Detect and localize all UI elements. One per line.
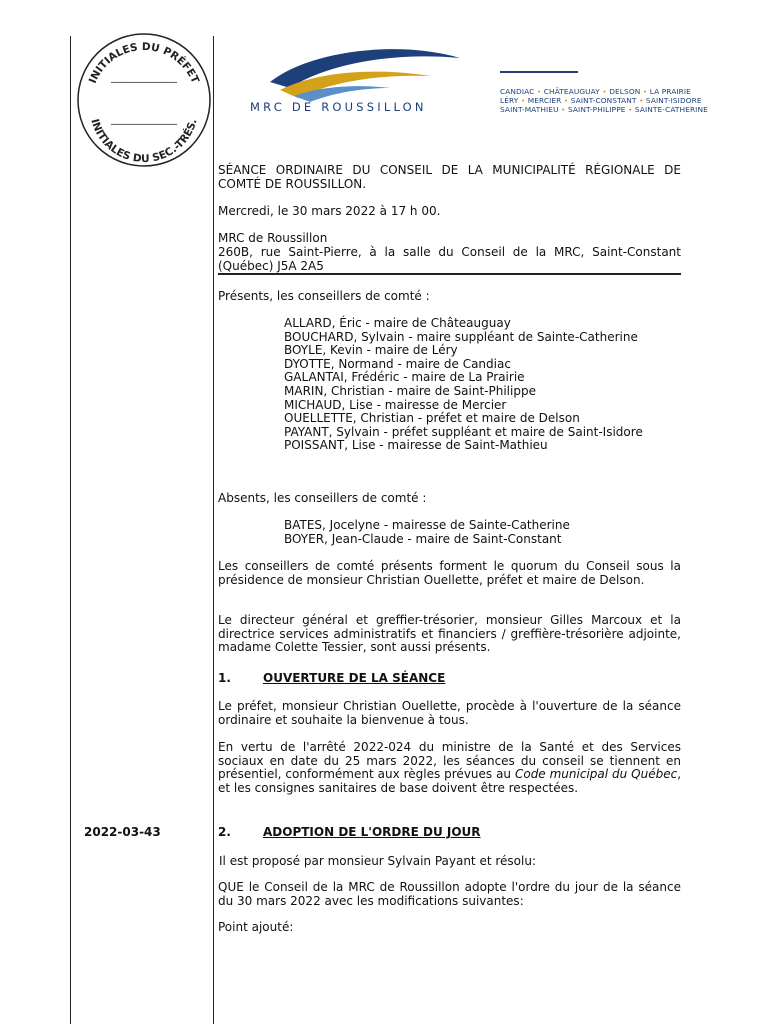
list-item: BATES, Jocelyne - mairesse de Sainte-Catherine xyxy=(284,518,570,532)
section-1-paragraph-2: En vertu de l'arrêté 2022-024 du ministre de la Santé et des Services sociaux en date du 25 mars 2022, les séances du conseil se tiennent en présentiel, conformément aux règles prévues au Code municipal du Québec, et les consignes sanitaires de base doivent être respectées. xyxy=(218,740,682,795)
list-item: BOYER, Jean-Claude - maire de Saint-Constant xyxy=(284,531,562,546)
member-municipalities xyxy=(500,87,708,114)
left-margin-rule xyxy=(70,36,71,1024)
resolution-number: 2022-03-43 xyxy=(84,825,161,839)
absent-list xyxy=(284,519,677,546)
staff-paragraph: Le directeur général et greffier-trésorier, monsieur Gilles Marcoux et la directrice services administratifs et financiers / greffière-trésorière adjointe, madame Colette Tessier, sont aussi présents. xyxy=(218,613,681,655)
meeting-title: SÉANCE ORDINAIRE DU CONSEIL DE LA MUNICIPALITÉ RÉGIONALE DE COMTÉ DE ROUSSILLON. xyxy=(218,163,681,191)
absent-label: Absents, les conseillers de comté : xyxy=(218,491,427,505)
list-item: DYOTTE, Normand - maire de Candiac xyxy=(284,356,511,371)
section-2-title: ADOPTION DE L'ORDRE DU JOUR xyxy=(263,825,481,839)
stamp-line-2: ____________ xyxy=(111,112,177,125)
meeting-place-name: MRC de Roussillon xyxy=(218,231,328,245)
list-item: MARIN, Christian - maire de Saint-Philippe xyxy=(284,383,536,398)
section-2-paragraph-3: Point ajouté: xyxy=(218,920,294,934)
quorum-paragraph: Les conseillers de comté présents forment le quorum du Conseil sous la présidence de monsieur Christian Ouellette, préfet et maire de Delson. xyxy=(218,559,681,587)
stamp-line-1: ____________ xyxy=(111,70,177,83)
list-item: BOYLE, Kevin - maire de Léry xyxy=(284,343,458,358)
stamp-bottom-text: INITIALES DU SEC.-TRÉS. xyxy=(88,117,200,166)
list-item: PAYANT, Sylvain - préfet suppléant et maire de Saint-Isidore xyxy=(284,424,643,439)
list-item: ALLARD, Éric - maire de Châteauguay xyxy=(284,316,511,330)
list-item: POISSANT, Lise - mairesse de Saint-Mathieu xyxy=(284,438,548,453)
mrc-logo-name: MRC DE ROUSSILLON xyxy=(250,100,427,114)
header-rule xyxy=(218,273,681,275)
resolution-column-rule xyxy=(213,36,214,1024)
list-item: BOUCHARD, Sylvain - maire suppléant de Sainte-Catherine xyxy=(284,329,638,344)
logo-rule xyxy=(500,71,578,73)
section-2-paragraph-1: Il est proposé par monsieur Sylvain Payant et résolu: xyxy=(219,854,536,868)
list-item: MICHAUD, Lise - mairesse de Mercier xyxy=(284,397,507,412)
section-1-title: OUVERTURE DE LA SÉANCE xyxy=(263,671,446,685)
initials-stamp xyxy=(74,30,214,170)
section-2-paragraph-2: QUE le Conseil de la MRC de Roussillon adopte l'ordre du jour de la séance du 30 mars 2022 avec les modifications suivantes: xyxy=(218,880,681,908)
section-1-number: 1. xyxy=(218,671,231,685)
present-label: Présents, les conseillers de comté : xyxy=(218,289,430,303)
section-2-number: 2. xyxy=(218,825,231,839)
list-item: OUELLETTE, Christian - préfet et maire de Delson xyxy=(284,411,580,426)
meeting-address: 260B, rue Saint-Pierre, à la salle du Conseil de la MRC, Saint-Constant (Québec) J5A 2A5 xyxy=(218,245,681,273)
stamp-top-text: INITIALES DU PRÉFET xyxy=(86,40,202,86)
meeting-date: Mercredi, le 30 mars 2022 à 17 h 00. xyxy=(218,204,441,218)
present-list xyxy=(284,317,677,453)
list-item: GALANTAI, Frédéric - maire de La Prairie xyxy=(284,370,525,385)
section-1-paragraph-1: Le préfet, monsieur Christian Ouellette, procède à l'ouverture de la séance ordinaire et souhaite la bienvenue à tous. xyxy=(218,699,681,727)
municipality-row: SAINT-MATHIEU • SAINT-PHILIPPE • SAINTE-CATHERINE xyxy=(500,105,708,114)
municipality-row: CANDIAC • CHÂTEAUGUAY • DELSON • LA PRAIRIE xyxy=(500,87,691,96)
municipality-row: LÉRY • MERCIER • SAINT-CONSTANT • SAINT-ISIDORE xyxy=(500,96,702,105)
